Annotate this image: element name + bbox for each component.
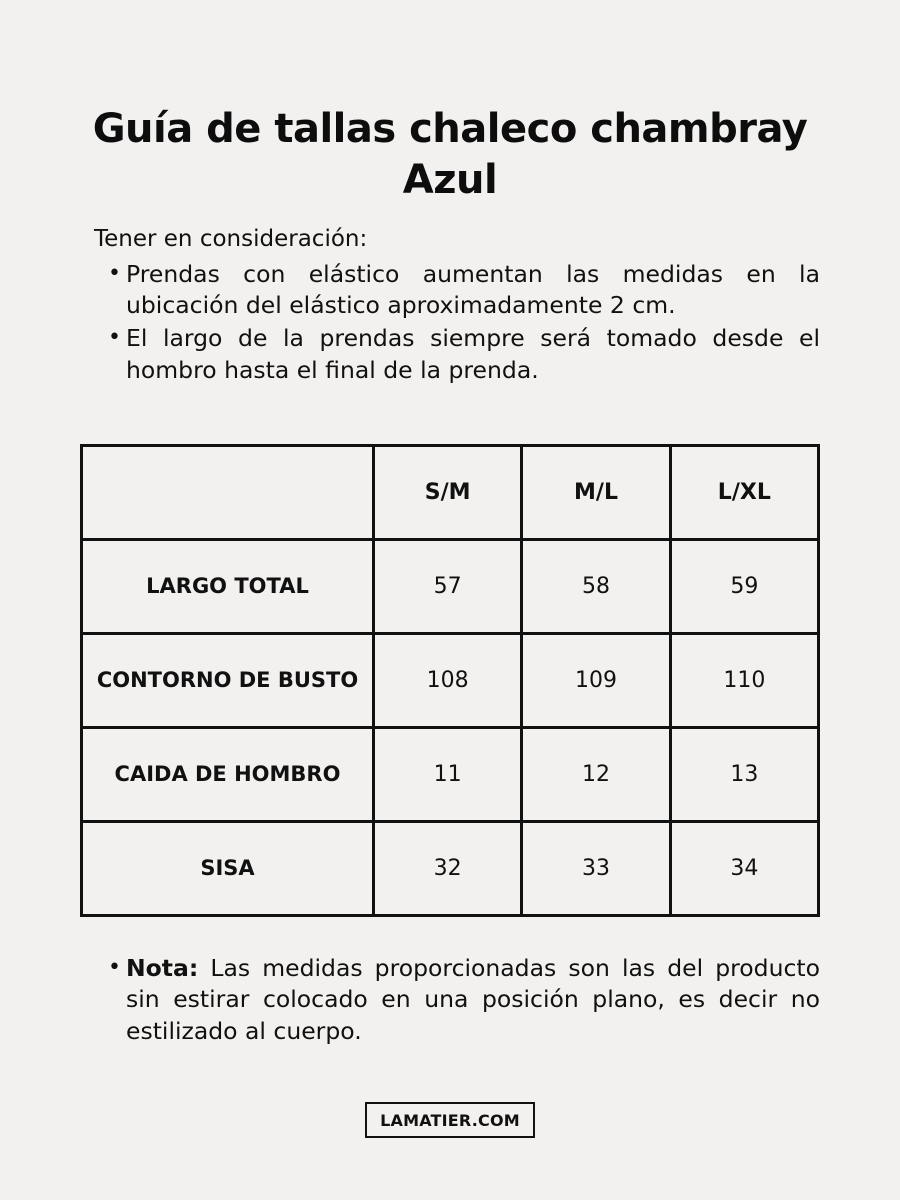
considerations-list — [80, 259, 820, 386]
row-value: 58 — [522, 539, 670, 633]
list-item: • El largo de la prendas siempre será tomado desde el hombro hasta el final de la prenda. — [108, 323, 820, 386]
row-value: 110 — [670, 633, 818, 727]
intro-text: Tener en consideración: — [94, 226, 368, 253]
table-row — [82, 727, 819, 821]
footnote-section — [80, 953, 820, 1047]
row-label: SISA — [82, 821, 374, 915]
row-value: 12 — [522, 727, 670, 821]
row-value: 34 — [670, 821, 818, 915]
row-value: 32 — [374, 821, 522, 915]
row-value: 57 — [374, 539, 522, 633]
row-label: LARGO TOTAL — [82, 539, 374, 633]
list-item: • Prendas con elástico aumentan las medidas en la ubicación del elástico aproximadamente 2 cm. — [108, 259, 820, 322]
page-title: Guía de tallas chaleco chambray Azul — [92, 106, 808, 204]
row-value: 108 — [374, 633, 522, 727]
row-value: 13 — [670, 727, 818, 821]
row-value: 11 — [374, 727, 522, 821]
footnote-list — [94, 953, 820, 1047]
table-column-header-ml: M/L — [522, 445, 670, 539]
row-label: CAIDA DE HOMBRO — [82, 727, 374, 821]
list-item — [108, 953, 820, 1047]
table-row — [82, 821, 819, 915]
row-value: 33 — [522, 821, 670, 915]
table-header-row — [82, 445, 819, 539]
row-value: 109 — [522, 633, 670, 727]
note-label: Nota: — [126, 953, 199, 982]
table-column-header-sm: S/M — [374, 445, 522, 539]
brand-footer — [0, 1102, 900, 1138]
table-row — [82, 633, 819, 727]
row-label: CONTORNO DE BUSTO — [82, 633, 374, 727]
table-corner-header — [82, 445, 374, 539]
row-value: 59 — [670, 539, 818, 633]
table-row — [82, 539, 819, 633]
brand-logo: LAMATIER.COM — [365, 1102, 535, 1138]
table-column-header-lxl: L/XL — [670, 445, 818, 539]
size-measurements-table — [80, 444, 820, 917]
note-text: Las medidas proporcionadas son las del producto sin estirar colocado en una posición plano, es decir no estilizado al cuerpo. — [126, 953, 820, 1045]
